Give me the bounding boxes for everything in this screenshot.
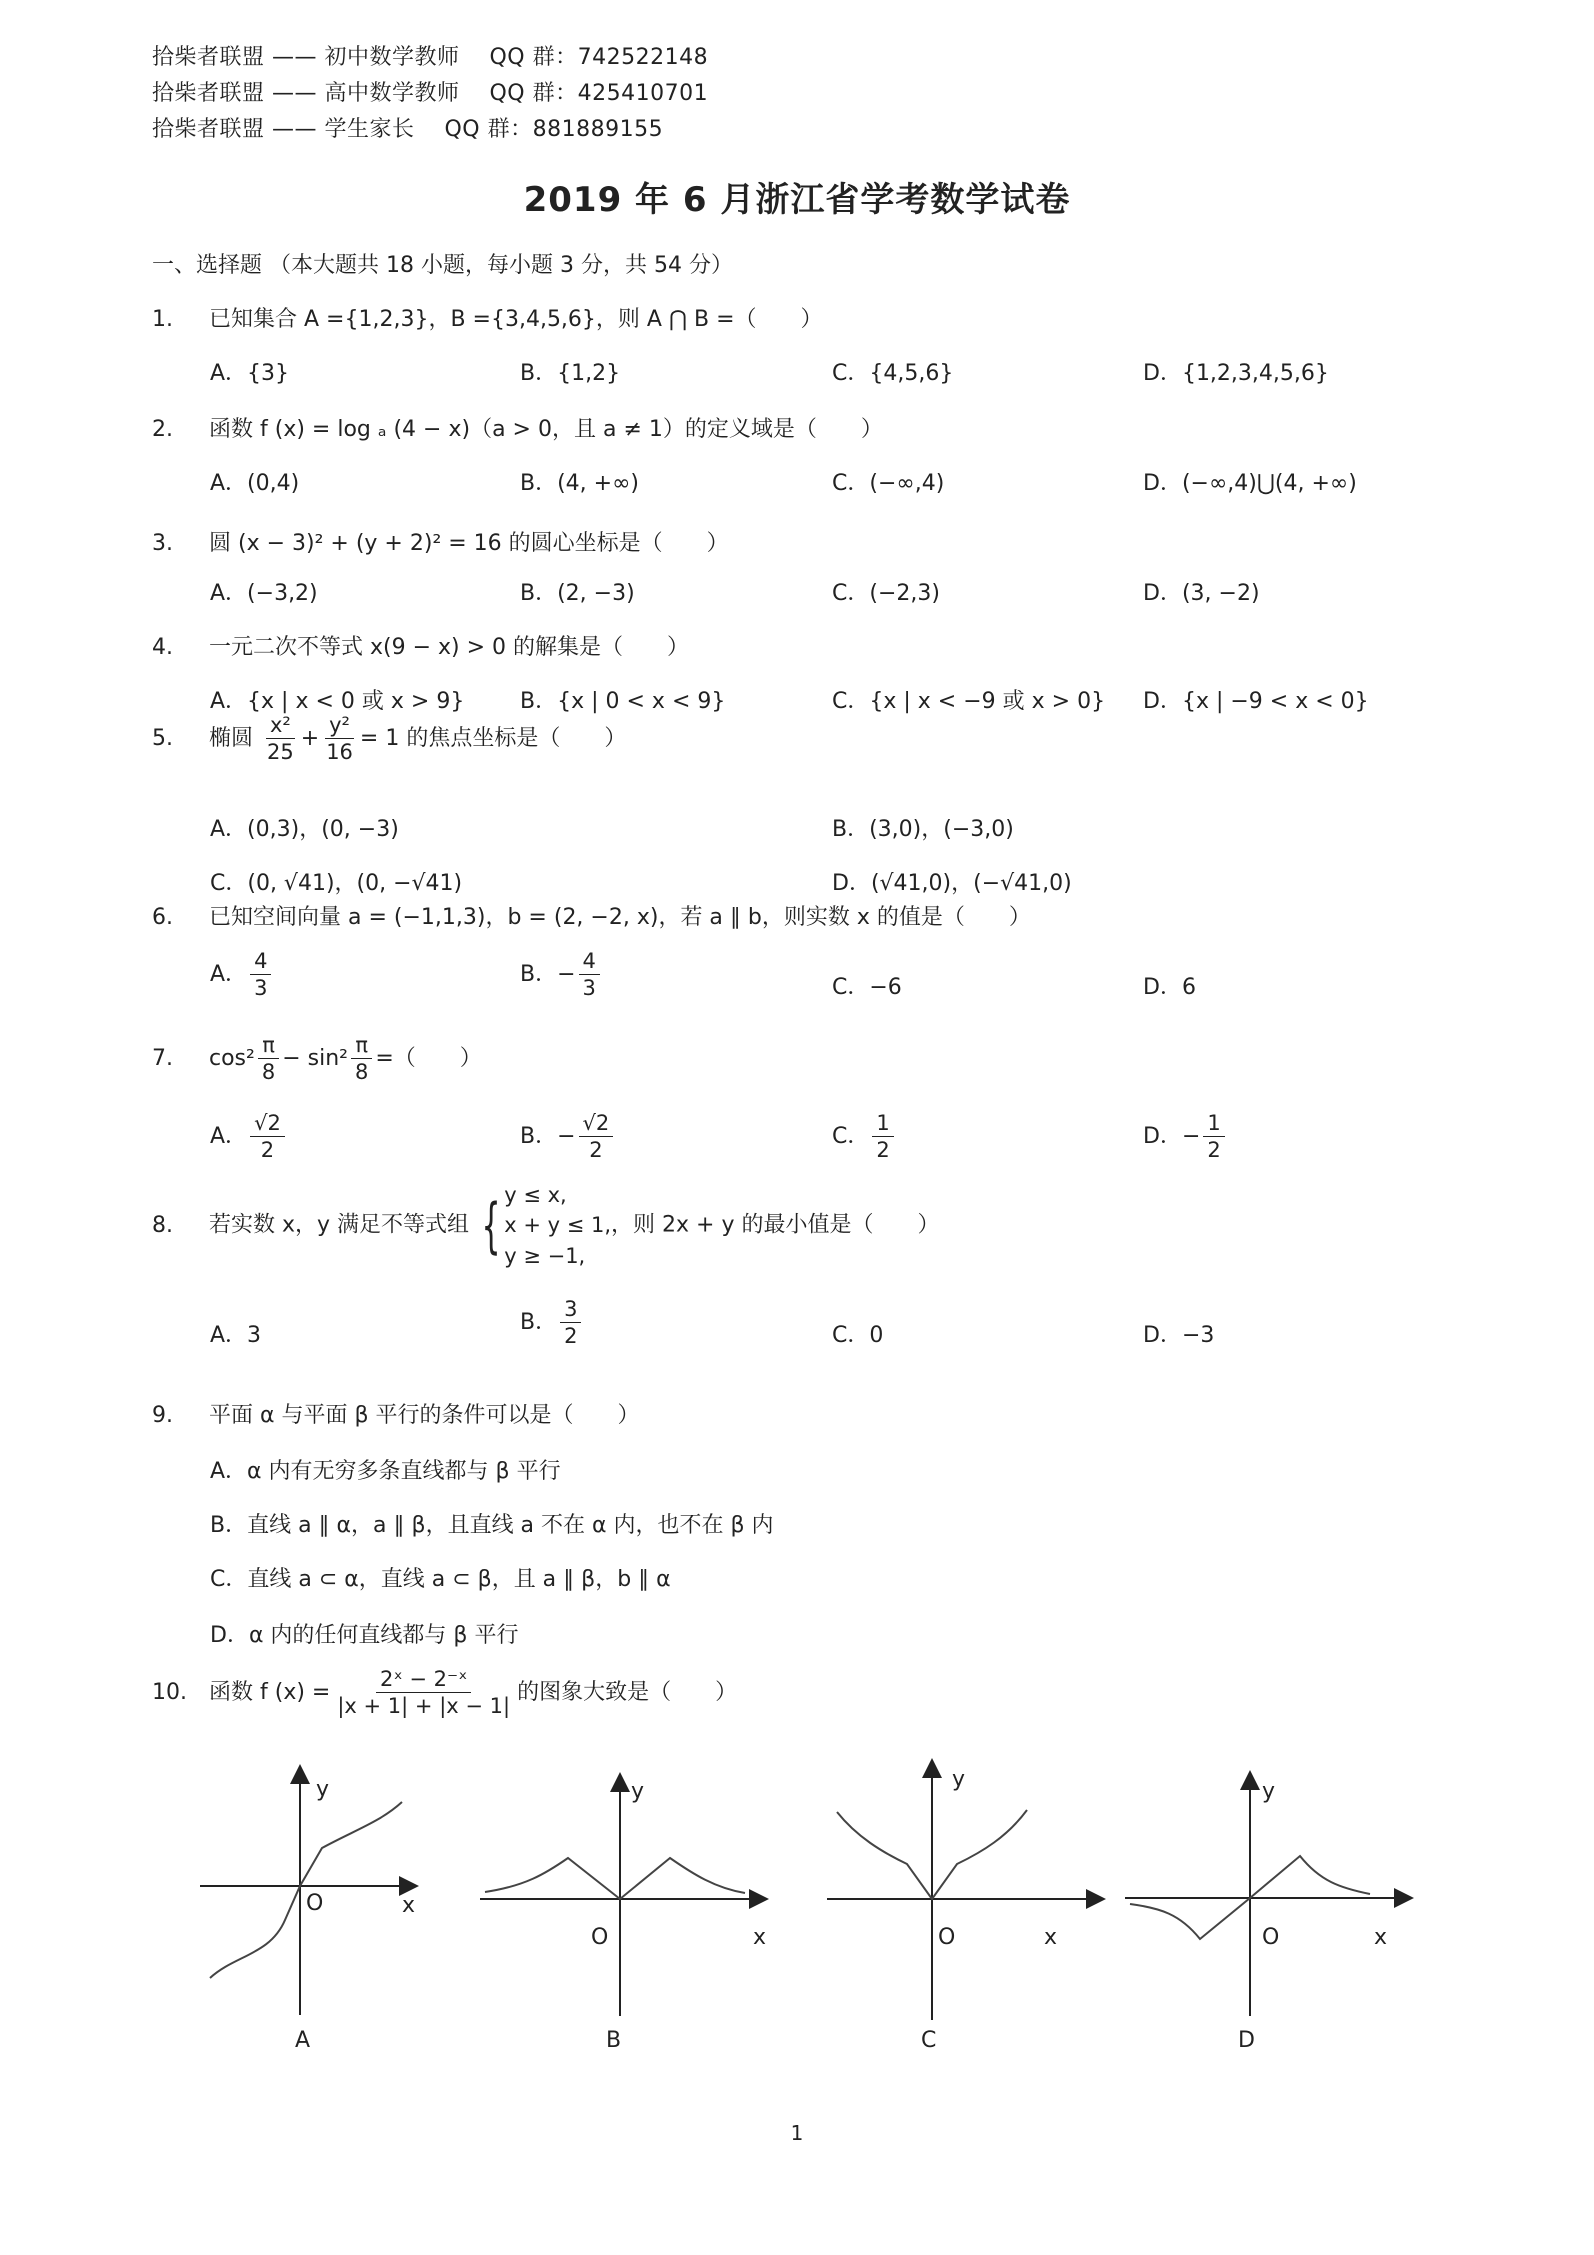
graph-d-label: D [1238, 2028, 1255, 2053]
y-label: y [631, 1779, 645, 1804]
q3-option-c: C．(−2,3) [832, 581, 940, 606]
header-line-3: 拾柴者联盟 —— 学生家长 QQ 群：881889155 [152, 117, 664, 142]
q4-option-b: B．{x | 0 < x < 9} [520, 689, 726, 714]
curve [210, 1802, 402, 1978]
origin-label: O [938, 1925, 956, 1950]
question-stem-prefix: 椭圆 [209, 725, 254, 751]
q8-option-c: C．0 [832, 1323, 884, 1348]
q4-option-a: A．{x | x < 0 或 x > 9} [210, 689, 465, 714]
q1-option-d: D．{1,2,3,4,5,6} [1143, 361, 1329, 386]
question-number: 4. [152, 635, 173, 660]
question-6 [152, 900, 1031, 931]
question-stem: 圆 (x − 3)² + (y + 2)² = 16 的圆心坐标是（ ） [209, 531, 729, 556]
origin-label: O [1262, 1925, 1280, 1950]
page-number: 1 [790, 2121, 804, 2145]
header-line-2: 拾柴者联盟 —— 高中数学教师 QQ 群：425410701 [152, 81, 709, 106]
q7-option-b: B．− $\frac{√2}{2}$ [520, 1110, 616, 1164]
y-label: y [316, 1777, 330, 1802]
q4-option-c: C．{x | x < −9 或 x > 0} [832, 689, 1106, 714]
fraction-x2-over-25: $\frac{\text{x²}}{25}$ [267, 713, 294, 765]
q2-option-d: D．(−∞,4)⋃(4, +∞) [1143, 471, 1357, 496]
q1-option-a: A．{3} [210, 361, 290, 386]
question-9 [152, 1398, 640, 1429]
origin-label: O [591, 1925, 609, 1950]
question-10: 10. 函数 f (x) = $\frac{\text{2ˣ − 2⁻ˣ}}{|x + 1| + |x - 1|}$ 的图象大致是（ ） [152, 1667, 738, 1719]
q7-option-d: D．− $\frac{1}{2}$ [1143, 1110, 1228, 1164]
exam-title: 2019 年 6 月浙江省学考数学试卷 [523, 180, 1071, 220]
q7-option-c: C． $\frac{1}{2}$ [832, 1110, 897, 1164]
x-label: x [1044, 1925, 1058, 1950]
q5-option-d: D．(√41,0)，(−√41,0) [832, 871, 1072, 896]
question-5: 5. 椭圆 $\frac{\text{x²}}{25}$ + $\frac{\text{y²}}{16}$ = 1 的焦点坐标是（ ） [152, 713, 627, 765]
q9-option-c: C．直线 a ⊂ α，直线 a ⊂ β，且 a ∥ β，b ∥ α [210, 1567, 671, 1592]
q7-option-a: A． $\frac{√2}{2}$ [210, 1110, 288, 1164]
question-2 [152, 412, 883, 443]
x-label: x [753, 1925, 767, 1950]
q5-option-c: C．(0, √41)，(0, −√41) [210, 871, 463, 896]
question-stem: 一元二次不等式 x(9 − x) > 0 的解集是（ ） [209, 635, 690, 660]
question-number: 8. [152, 1212, 173, 1238]
section-heading: 一、选择题 （本大题共 18 小题，每小题 3 分，共 54 分） [152, 253, 733, 278]
question-3 [152, 526, 729, 557]
question-4 [152, 630, 689, 661]
graph-c-label: C [921, 2028, 937, 2053]
brace-icon: { [481, 1190, 501, 1261]
question-number: 1. [152, 307, 173, 332]
question-number: 6. [152, 905, 173, 930]
origin-label: O [306, 1891, 324, 1916]
q2-option-c: C．(−∞,4) [832, 471, 945, 496]
q5-option-b: B．(3,0)，(−3,0) [832, 817, 1014, 842]
y-label: y [952, 1767, 966, 1792]
question-number: 2. [152, 417, 173, 442]
fraction-y2-over-16: $\frac{\text{y²}}{16}$ [326, 713, 353, 765]
q9-option-d: D．α 内的任何直线都与 β 平行 [210, 1623, 519, 1648]
question-stem: 函数 f (x) = log ₐ (4 − x)（a > 0，且 a ≠ 1）的定义域是（ ） [209, 417, 883, 442]
q2-option-a: A．(0,4) [210, 471, 300, 496]
function-fraction: $\frac{\text{2ˣ − 2⁻ˣ}}{|x + 1| + |x - 1|}$ [337, 1667, 511, 1719]
q6-option-d: D．6 [1143, 975, 1196, 1000]
header-line-1: 拾柴者联盟 —— 初中数学教师 QQ 群：742522148 [152, 45, 709, 70]
q3-option-d: D．(3, −2) [1143, 581, 1260, 606]
q9-option-b: B．直线 a ∥ α，a ∥ β，且直线 a 不在 α 内，也不在 β 内 [210, 1513, 774, 1538]
q6-option-c: C．−6 [832, 975, 902, 1000]
q9-option-a: A．α 内有无穷多条直线都与 β 平行 [210, 1459, 561, 1484]
q8-option-b: B． $\frac{3}{2}$ [520, 1296, 584, 1350]
question-8: 8. 若实数 x，y 满足不等式组 { y ≤ x, x + y ≤ 1, y ≥ −1, ，则 2x + y 的最小值是（ ） [152, 1180, 939, 1271]
question-stem-suffix: = 1 的焦点坐标是（ ） [359, 725, 627, 751]
question-7: 7. cos² $\frac{\pi}{8}$ − sin² $\frac{\pi}{8}$ =（ ） [152, 1033, 482, 1085]
question-number: 3. [152, 531, 173, 556]
q2-option-b: B．(4, +∞) [520, 471, 640, 496]
q8-option-d: D．−3 [1143, 1323, 1215, 1348]
question-number: 9. [152, 1403, 173, 1428]
q6-option-a: A． $\frac{4}{3}$ [210, 948, 274, 1002]
q3-option-a: A．(−3,2) [210, 581, 318, 606]
q5-option-a: A．(0,3)，(0, −3) [210, 817, 399, 842]
graph-d [1120, 1764, 1420, 2020]
question-stem: 已知集合 A ={1,2,3}，B ={3,4,5,6}，则 A ⋂ B =（ ） [209, 307, 823, 332]
question-stem: 平面 α 与平面 β 平行的条件可以是（ ） [209, 1403, 640, 1428]
q4-option-d: D．{x | −9 < x < 0} [1143, 689, 1369, 714]
q8-option-a: A．3 [210, 1323, 262, 1348]
question-stem: 已知空间向量 a = (−1,1,3)，b = (2, −2, x)，若 a ∥ b，则实数 x 的值是（ ） [209, 905, 1031, 930]
y-label: y [1262, 1779, 1276, 1804]
x-label: x [402, 1893, 416, 1918]
q1-option-c: C．{4,5,6} [832, 361, 954, 386]
question-number: 7. [152, 1045, 173, 1071]
q1-option-b: B．{1,2} [520, 361, 621, 386]
graph-a [190, 1760, 430, 2020]
graph-b-label: B [606, 2028, 622, 2053]
q6-option-b: B．− $\frac{4}{3}$ [520, 948, 603, 1002]
curve [485, 1858, 745, 1899]
graph-c [822, 1752, 1112, 2022]
question-1 [152, 302, 823, 333]
inequality-system: y ≤ x, x + y ≤ 1, y ≥ −1, [504, 1183, 612, 1268]
question-number: 10. [152, 1679, 187, 1705]
question-number: 5. [152, 725, 173, 751]
graph-b [475, 1768, 775, 2018]
q3-option-b: B．(2, −3) [520, 581, 635, 606]
graph-a-label: A [295, 2028, 311, 2053]
x-label: x [1374, 1925, 1388, 1950]
